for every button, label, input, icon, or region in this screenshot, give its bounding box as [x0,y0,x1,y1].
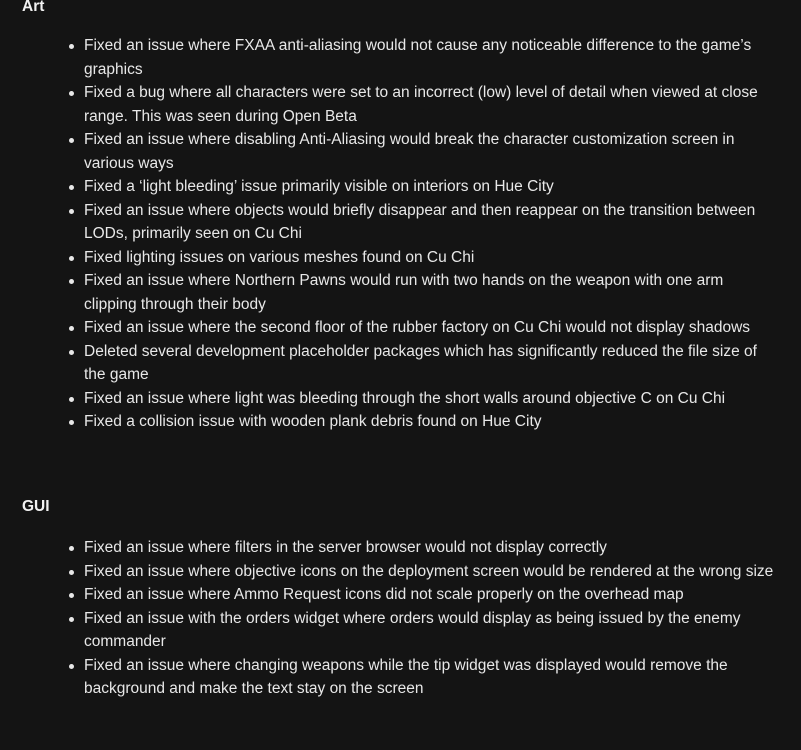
list-item: Fixed an issue where Northern Pawns would run with two hands on the weapon with one arm clipping through their body [0,269,790,316]
list-item: Fixed an issue where objects would briefly disappear and then reappear on the transition between LODs, primarily seen on Cu Chi [0,199,790,246]
list-item: Fixed an issue where disabling Anti-Aliasing would break the character customization screen in various ways [0,128,790,175]
list-item: Fixed an issue where the second floor of the rubber factory on Cu Chi would not display shadows [0,316,790,340]
list-item: Fixed an issue where objective icons on the deployment screen would be rendered at the wrong size [0,560,790,584]
list-item: Deleted several development placeholder packages which has significantly reduced the file size of the game [0,340,790,387]
list-item: Fixed an issue where light was bleeding through the short walls around objective C on Cu Chi [0,387,790,411]
list-item: Fixed an issue where Ammo Request icons did not scale properly on the overhead map [0,583,790,607]
list-item: Fixed a collision issue with wooden plank debris found on Hue City [0,410,790,434]
gui-heading: GUI [22,498,50,515]
list-item: Fixed a ‘light bleeding’ issue primarily visible on interiors on Hue City [0,175,790,199]
art-list [0,34,790,434]
list-item: Fixed an issue with the orders widget where orders would display as being issued by the enemy commander [0,607,790,654]
list-item: Fixed an issue where changing weapons while the tip widget was displayed would remove the background and make the text stay on the screen [0,654,790,701]
list-item: Fixed an issue where FXAA anti-aliasing would not cause any noticeable difference to the game’s graphics [0,34,790,81]
list-item: Fixed lighting issues on various meshes found on Cu Chi [0,246,790,270]
art-heading: Art [22,0,45,15]
list-item: Fixed a bug where all characters were set to an incorrect (low) level of detail when viewed at close range. This was seen during Open Beta [0,81,790,128]
gui-list [0,536,790,701]
list-item: Fixed an issue where filters in the server browser would not display correctly [0,536,790,560]
